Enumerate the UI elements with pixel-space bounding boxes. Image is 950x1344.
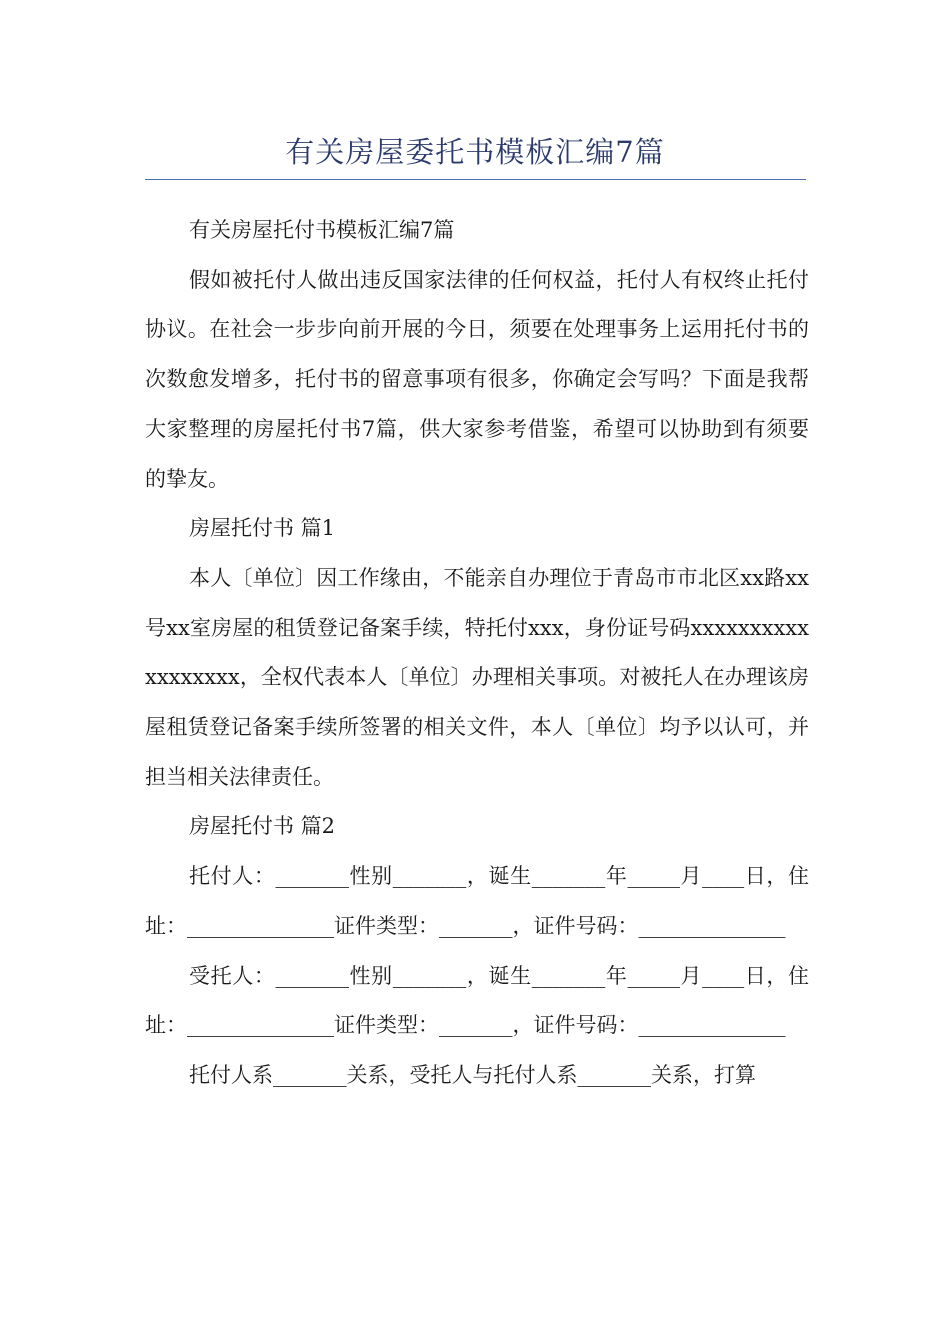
paragraph-heading: 有关房屋托付书模板汇编7篇 xyxy=(189,218,455,242)
title-underline xyxy=(145,179,806,180)
section-heading-2: 房屋托付书 篇2 xyxy=(189,814,336,839)
document-body xyxy=(145,206,809,1101)
document-title: 有关房屋委托书模板汇编7篇 xyxy=(285,135,665,169)
paragraph-agent-form: 受托人：_______性别_______，诞生_______年_____月____日，住址：______________证件类型：_______，证件号码：______________ xyxy=(145,963,809,1038)
section-heading-1: 房屋托付书 篇1 xyxy=(189,516,336,541)
paragraph-principal-form: 托付人：_______性别_______，诞生_______年_____月____日，住址：______________证件类型：_______，证件号码：______________ xyxy=(145,864,809,938)
paragraph-relation: 托付人系_______关系，受托人与托付人系_______关系，打算 xyxy=(189,1062,756,1087)
paragraph-section-1: 本人〔单位〕因工作缘由，不能亲自办理位于青岛市市北区xx路xx号xx室房屋的租赁登记备案手续，特托付xxx，身份证号码xxxxxxxxxxxxxxxxxx，全权代表本人〔单位〕办理相关事项。对被托人在办理该房屋租赁登记备案手续所签署的相关文件，本人〔单位〕均予以认可，并担当相关法律责任。 xyxy=(145,565,809,789)
paragraph-intro: 假如被托付人做出违反国家法律的任何权益，托付人有权终止托付协议。在社会一步步向前开展的今日，须要在处理事务上运用托付书的次数愈发增多，托付书的留意事项有很多，你确定会写吗？下面是我帮大家整理的房屋托付书7篇，供大家参考借鉴，希望可以协助到有须要的挚友。 xyxy=(145,267,809,491)
